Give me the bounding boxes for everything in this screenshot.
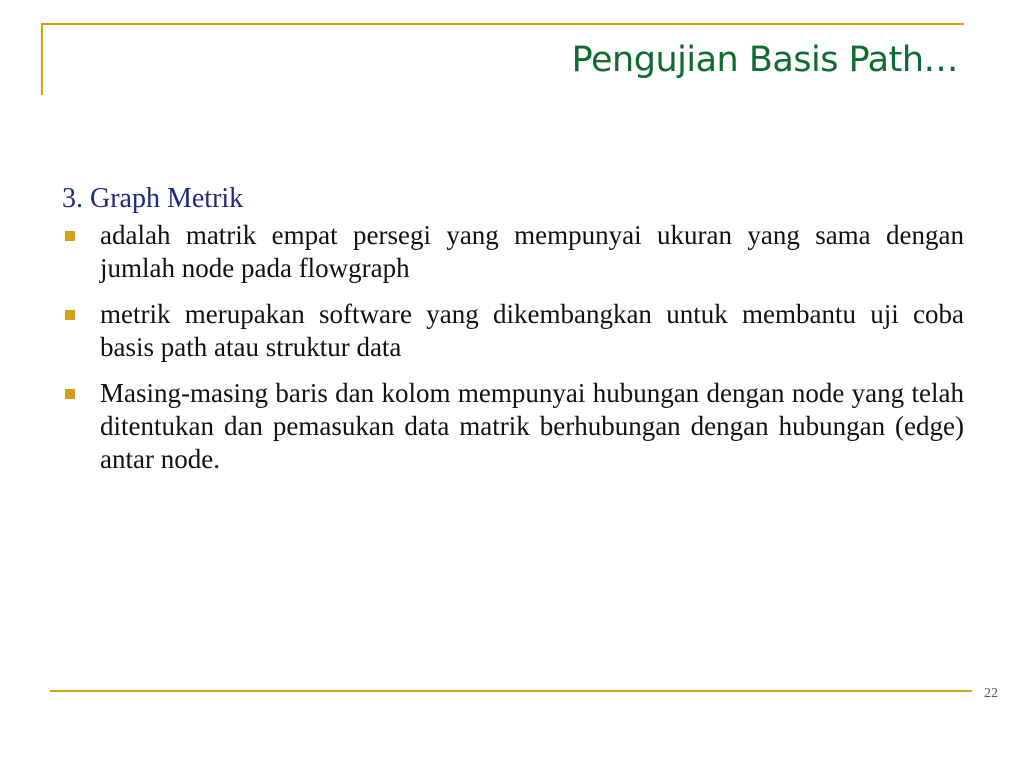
bullet-list [62,219,964,476]
page-number: 22 [984,686,998,701]
bullet-text: Masing-masing baris dan kolom mempunyai hubungan dengan node yang telah ditentukan dan pemasukan data matrik berhubungan dengan hubungan (edge) antar node. [100,378,964,474]
square-bullet-icon [65,310,75,320]
slide-title: Pengujian Basis Path… [571,40,958,80]
bullet-text: metrik merupakan software yang dikembangkan untuk membantu uji coba basis path atau struktur data [100,299,964,362]
square-bullet-icon [65,389,75,399]
bullet-item [62,219,964,285]
bullet-item [62,377,964,476]
top-frame-line [41,23,964,25]
section-heading: 3. Graph Metrik [62,183,244,214]
left-frame-line [41,23,43,95]
square-bullet-icon [65,231,75,241]
bullet-text: adalah matrik empat persegi yang mempunyai ukuran yang sama dengan jumlah node pada flowgraph [100,220,964,283]
bottom-frame-line [50,690,972,692]
bullet-item [62,298,964,364]
slide-content [62,182,964,489]
